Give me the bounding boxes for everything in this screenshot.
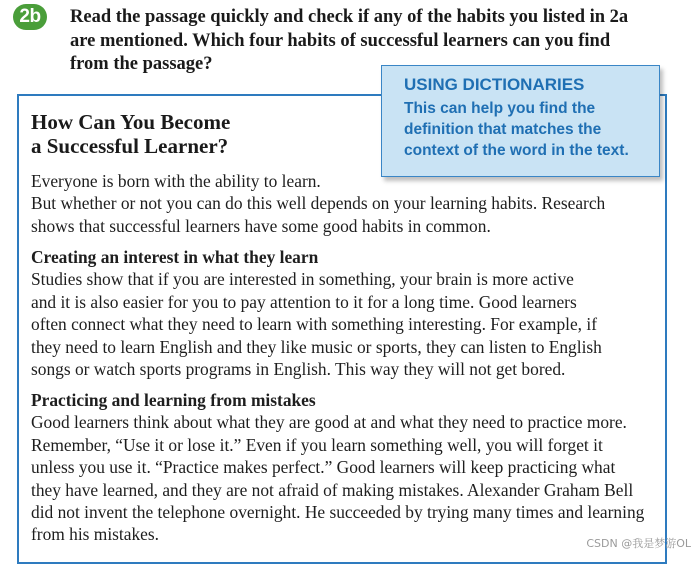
passage-title-line: How Can You Become <box>31 110 231 134</box>
section-heading: Creating an interest in what they learn <box>31 247 319 267</box>
section-heading: Practicing and learning from mistakes <box>31 390 316 410</box>
callout-line: context of the word in the text. <box>404 142 629 159</box>
section-interest <box>31 246 663 380</box>
watermark: CSDN @我是梦游OL <box>586 537 691 550</box>
section-practice <box>31 389 663 546</box>
exercise-badge: 2b <box>13 4 47 30</box>
intro-line: Everyone is born with the ability to learn. <box>31 171 321 191</box>
dictionary-tip-callout <box>381 65 660 177</box>
passage-intro <box>31 170 663 237</box>
callout-body <box>404 98 654 161</box>
section-line: Good learners think about what they are good at and what they need to practice more. <box>31 412 627 433</box>
intro-line: But whether or not you can do this well depends on your learning habits. Research <box>31 193 606 214</box>
section-line: and it is also easier for you to pay attention to it for a long time. Good learners <box>31 291 577 312</box>
section-line: they need to learn English and they like music or sports, they can listen to English <box>31 336 602 357</box>
section-line: Remember, “Use it or lose it.” Even if you learn something well, you will forget it <box>31 434 603 455</box>
passage-title <box>31 110 281 158</box>
section-line: unless you use it. “Practice makes perfect.” Good learners will keep practicing what <box>31 457 616 478</box>
instruction-line: from the passage? <box>70 54 213 74</box>
section-line: Studies show that if you are interested in something, your brain is more active <box>31 269 574 290</box>
section-line: songs or watch sports programs in English. This way they will not get bored. <box>31 359 566 380</box>
callout-line: This can help you find the <box>404 100 596 117</box>
section-line: did not invent the telephone overnight. He succeeded by trying many times and learning <box>31 502 645 523</box>
callout-title: USING DICTIONARIES <box>404 75 585 94</box>
callout-line: definition that matches the <box>404 121 602 138</box>
instruction-line: are mentioned. Which four habits of successful learners can you find <box>70 30 611 51</box>
section-line: often connect what they need to learn with something interesting. For example, if <box>31 314 598 335</box>
section-line: they have learned, and they are not afraid of making mistakes. Alexander Graham Bell <box>31 479 634 500</box>
intro-line: shows that successful learners have some good habits in common. <box>31 215 491 236</box>
passage-title-line: a Successful Learner? <box>31 134 229 158</box>
section-line: from his mistakes. <box>31 524 160 545</box>
instruction-line: Read the passage quickly and check if any of the habits you listed in 2a <box>70 7 629 27</box>
